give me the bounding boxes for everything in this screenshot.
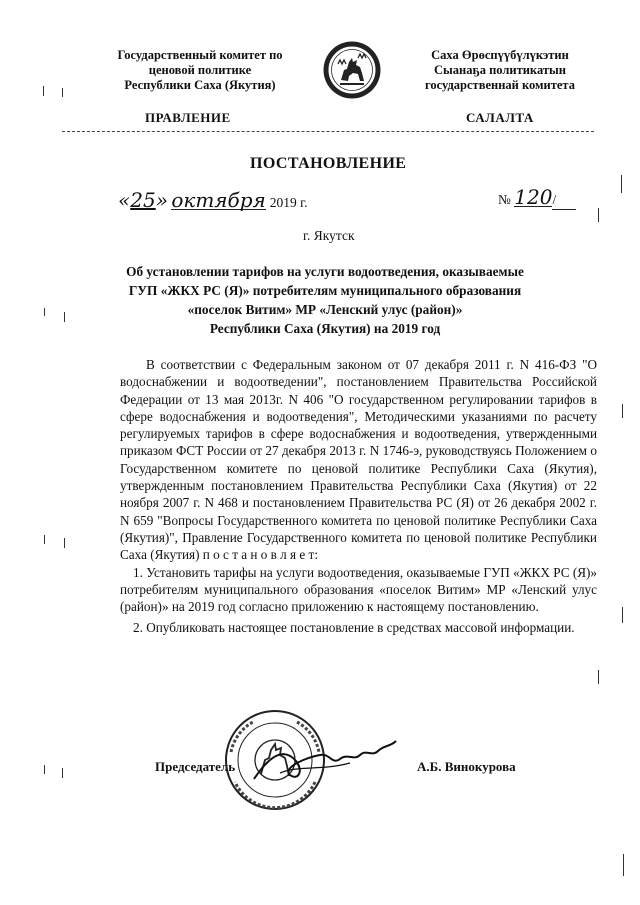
scan-mark	[622, 607, 623, 623]
document-date	[118, 188, 307, 212]
signer-name: А.Б. Винокурова	[417, 759, 516, 774]
date-day: 25	[130, 188, 156, 212]
scan-mark	[622, 404, 623, 418]
date-close-quote: »	[155, 188, 168, 212]
subject-line: «поселок Витим» МР «Ленский улус (район)»	[187, 302, 463, 317]
number-suffix: /	[552, 191, 576, 210]
subject-line: Об установлении тарифов на услуги водоотведения, оказываемые	[126, 264, 524, 279]
scan-mark	[62, 88, 63, 97]
scan-mark	[44, 535, 45, 544]
header-left-line: Республики Саха (Якутия)	[124, 78, 276, 92]
resolves-text: п о с т а н о в л я е т:	[202, 547, 318, 563]
scan-mark	[44, 765, 45, 774]
scan-mark	[43, 86, 44, 96]
number-value: 120	[514, 185, 553, 209]
date-year: 2019 г.	[269, 195, 308, 210]
document-city: г. Якутск	[303, 228, 355, 243]
document-number	[498, 185, 576, 210]
scan-mark	[621, 175, 622, 193]
resolution-item-1: 1. Установить тарифы на услуги водоотведения, оказываемые ГУП «ЖКХ РС (Я)» потребителям муниципального образования «поселок Витим» МР «Ленский улус (район)» на 2019 год согласно приложению к настоящему постановлению.	[120, 564, 597, 615]
handwritten-signature	[250, 735, 400, 790]
header-left-line: Государственный комитет по	[117, 48, 283, 62]
scan-mark	[623, 854, 624, 876]
coat-of-arms-emblem	[322, 40, 382, 100]
date-month: октября	[171, 188, 266, 212]
number-label: №	[498, 192, 511, 207]
preamble-text: В соответствии с Федеральным законом от 07 декабря 2011 г. N 416-ФЗ "О водоснабжении и водоотведении", постановлением Правительства Российской Федерации от 13 мая 2013г. N 406 "О государственном регулировании тарифов в сфере водоснабжения и водоотведения", Методическими указаниями по расчету регулируемых тарифов в сфере водоснабжения и водоотведения, утвержденными приказом ФСТ России от 27 декабря 2013 г. N 1746-э, руководствуясь Положением о Государственном комитете по ценовой политике Республики Саха (Якутия), утвержденным постановлением Правительства Республики Саха (Якутия) от 22 ноября 2007 г. N 468 и постановлением Правительства РС (Я) от 26 декабря 2002 г. N 659 "Вопросы Государственного комитета по ценовой политике Республики Саха (Якутия)", Правление Государственного комитета по ценовой политике Республики Саха (Якутия)	[120, 357, 597, 563]
header-separator	[62, 131, 594, 132]
document-subject	[60, 262, 590, 338]
header-left	[100, 48, 300, 93]
subject-line: ГУП «ЖКХ РС (Я)» потребителям муниципального образования	[128, 283, 522, 298]
scan-mark	[44, 308, 45, 316]
header-left-line: ценовой политике	[148, 63, 252, 77]
board-label-right: САЛАЛТА	[466, 110, 534, 125]
date-open-quote: «	[118, 188, 131, 212]
header-right	[400, 48, 600, 93]
body-paragraph	[120, 356, 597, 564]
signer-title: Председатель	[155, 759, 236, 774]
scan-mark	[64, 312, 65, 322]
scan-mark	[64, 538, 65, 548]
header-right-line: государственнай комитета	[425, 78, 575, 92]
document-title: ПОСТАНОВЛЕНИЕ	[250, 155, 407, 172]
resolution-item-2: 2. Опубликовать настоящее постановление в средствах массовой информации.	[133, 620, 575, 636]
document-body	[120, 356, 597, 637]
subject-line: Республики Саха (Якутия) на 2019 год	[209, 321, 441, 336]
scan-mark	[62, 768, 63, 778]
scan-mark	[598, 670, 599, 684]
scan-mark	[598, 208, 599, 222]
header-right-line: Сыанаҕа политикатын	[434, 63, 566, 77]
header-right-line: Саха Өрөспүүбүлүкэтин	[431, 48, 569, 62]
board-label-left: ПРАВЛЕНИЕ	[145, 110, 231, 125]
